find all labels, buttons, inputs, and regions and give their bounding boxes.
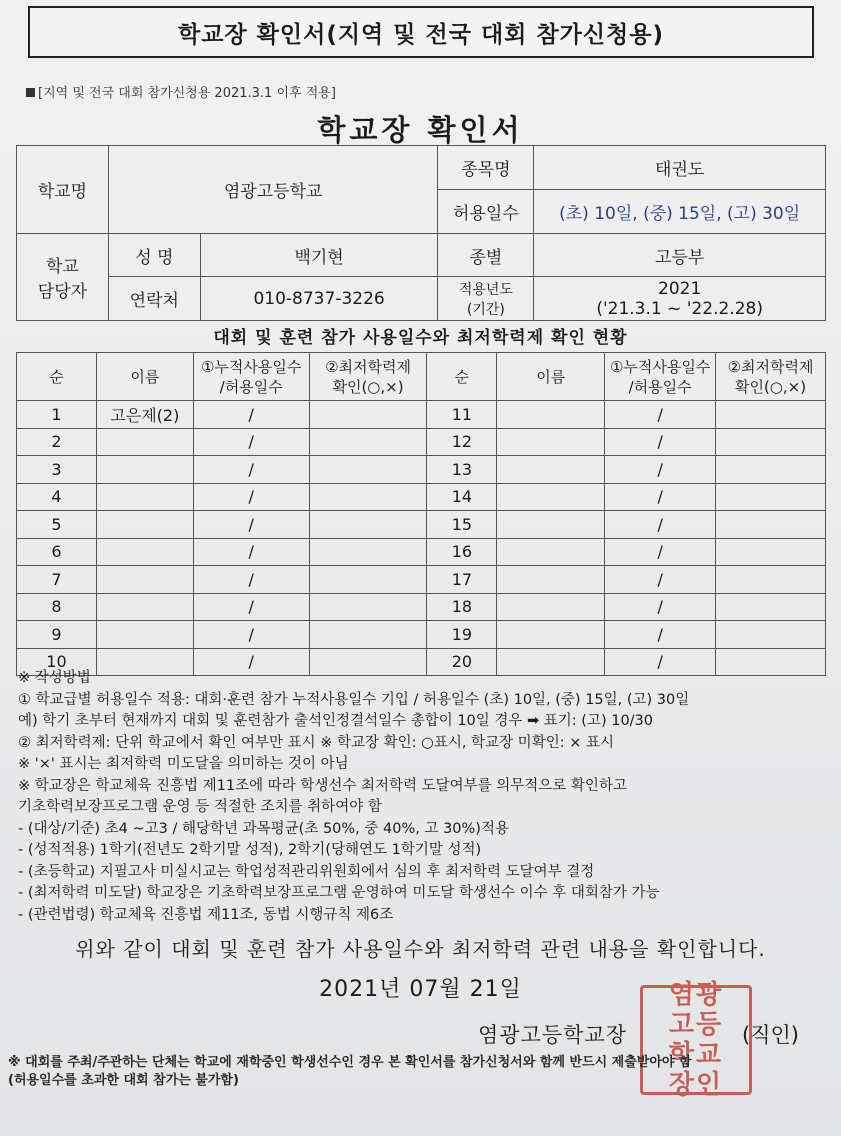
name-value: 백기현 xyxy=(200,234,438,277)
student-name xyxy=(497,456,605,484)
row-number: 12 xyxy=(427,428,497,456)
allowed-days-value: (초) 10일, (중) 15일, (고) 30일 xyxy=(534,190,826,234)
grade-check xyxy=(309,428,427,456)
grade-check xyxy=(309,483,427,511)
grade-check xyxy=(716,428,826,456)
days-used: / xyxy=(605,648,716,676)
grade-check xyxy=(716,538,826,566)
event-value: 태권도 xyxy=(534,146,826,190)
student-name xyxy=(497,593,605,621)
student-name xyxy=(96,566,193,594)
grade-check xyxy=(309,621,427,649)
student-name xyxy=(497,621,605,649)
header-grade: ②최저학력제 확인(○,×) xyxy=(716,353,826,401)
header-no: 순 xyxy=(427,353,497,401)
days-used: / xyxy=(193,621,309,649)
table-row xyxy=(17,428,826,456)
header-days: ①누적사용일수 /허용일수 xyxy=(605,353,716,401)
instruction-line: - (대상/기준) 초4 ~고3 / 해당학년 과목평균(초 50%, 중 40%, 고 30%)적용 xyxy=(18,820,509,837)
student-name xyxy=(96,621,193,649)
row-number: 15 xyxy=(427,511,497,539)
grade-check xyxy=(716,511,826,539)
grade-check xyxy=(716,401,826,429)
table-row xyxy=(17,566,826,594)
school-value: 염광고등학교 xyxy=(108,146,438,234)
instruction-line: ※ '×' 표시는 최저학력 미도달을 의미하는 것이 아님 xyxy=(18,756,349,772)
grade-check xyxy=(716,621,826,649)
instruction-line: ① 학교급별 허용일수 적용: 대회·훈련 참가 누적사용일수 기입 / 허용일수 (초) 10일, (중) 15일, (고) 30일 xyxy=(18,691,690,708)
row-number: 8 xyxy=(17,593,97,621)
instruction-line: 기초학력보장프로그램 운영 등 적절한 조치를 취하여야 함 xyxy=(18,799,382,815)
days-used: / xyxy=(193,538,309,566)
grade-check xyxy=(309,401,427,429)
instructions-heading: ※ 작성방법 xyxy=(18,670,91,686)
student-name xyxy=(497,483,605,511)
phone-label: 연락처 xyxy=(108,277,200,321)
days-used: / xyxy=(605,483,716,511)
instruction-line: 예) 학기 초부터 현재까지 대회 및 훈련참가 출석인정결석일수 총합이 10일 경우 ➡ 표기: (고) 10/30 xyxy=(18,713,654,729)
days-used: / xyxy=(193,566,309,594)
student-name xyxy=(497,538,605,566)
participation-table xyxy=(16,352,826,676)
square-bullet-icon xyxy=(26,88,35,97)
row-number: 13 xyxy=(427,456,497,484)
row-number: 18 xyxy=(427,593,497,621)
row-number: 20 xyxy=(427,648,497,676)
student-name xyxy=(96,456,193,484)
instruction-line: - (관련법령) 학교체육 진흥법 제11조, 동법 시행규칙 제6조 xyxy=(18,906,394,923)
days-used: / xyxy=(605,566,716,594)
row-number: 11 xyxy=(427,401,497,429)
days-used: / xyxy=(193,456,309,484)
event-label: 종목명 xyxy=(438,146,534,190)
contact-person-label: 학교 담당자 xyxy=(17,234,109,321)
division-label: 종별 xyxy=(438,234,534,277)
student-name xyxy=(96,428,193,456)
row-number: 7 xyxy=(17,566,97,594)
document-header-box xyxy=(28,6,814,58)
school-label: 학교명 xyxy=(17,146,109,234)
applicability-note: [지역 및 전국 대회 참가신청용 2021.3.1 이후 적용] xyxy=(26,82,336,101)
student-name xyxy=(497,566,605,594)
days-used: / xyxy=(605,428,716,456)
days-used: / xyxy=(193,511,309,539)
days-used: / xyxy=(193,401,309,429)
days-used: / xyxy=(193,593,309,621)
student-name xyxy=(96,593,193,621)
days-used: / xyxy=(193,428,309,456)
official-seal-icon: 염광고등학교장인 xyxy=(640,985,752,1095)
main-title: 학교장 확인서 xyxy=(317,113,524,147)
header-name: 이름 xyxy=(497,353,605,401)
student-name xyxy=(497,428,605,456)
grade-check xyxy=(716,483,826,511)
section-title: 대회 및 훈련 참가 사용일수와 최저학력제 확인 현황 xyxy=(213,328,628,348)
instructions xyxy=(18,668,828,926)
row-number: 9 xyxy=(17,621,97,649)
table-row xyxy=(17,456,826,484)
grade-check xyxy=(716,456,826,484)
row-number: 4 xyxy=(17,483,97,511)
table-row xyxy=(17,401,826,429)
row-number: 6 xyxy=(17,538,97,566)
days-used: / xyxy=(605,621,716,649)
instruction-line: - (최저학력 미도달) 학교장은 기초학력보장프로그램 운영하여 미도달 학생선수 이수 후 대회참가 가능 xyxy=(18,885,660,901)
header-grade: ②최저학력제 확인(○,×) xyxy=(309,353,427,401)
days-used: / xyxy=(605,538,716,566)
header-name: 이름 xyxy=(96,353,193,401)
student-name xyxy=(497,511,605,539)
table-row xyxy=(17,511,826,539)
issue-date: 2021년 07월 21일 xyxy=(319,977,522,1002)
student-name: 고은제(2) xyxy=(96,401,193,429)
row-number: 1 xyxy=(17,401,97,429)
row-number: 17 xyxy=(427,566,497,594)
confirmation-statement: 위와 같이 대회 및 훈련 참가 사용일수와 최저학력 관련 내용을 확인합니다. xyxy=(75,937,766,961)
days-used: / xyxy=(193,648,309,676)
seal-label: (직인) xyxy=(742,1023,799,1047)
footnote: ※ 대회를 주최/주관하는 단체는 학교에 재학중인 학생선수인 경우 본 확인서를 참가신청서와 함께 반드시 제출받아야 함 (허용일수를 초과한 대회 참가는 불가함) xyxy=(8,1055,692,1088)
school-info-table xyxy=(16,145,826,321)
row-number: 5 xyxy=(17,511,97,539)
days-used: / xyxy=(605,401,716,429)
grade-check xyxy=(309,593,427,621)
document-header-title: 학교장 확인서(지역 및 전국 대회 참가신청용) xyxy=(178,21,664,48)
student-name xyxy=(96,538,193,566)
instruction-line: ※ 학교장은 학교체육 진흥법 제11조에 따라 학생선수 최저학력 도달여부를 의무적으로 확인하고 xyxy=(18,777,627,794)
instruction-line: ② 최저학력제: 단위 학교에서 확인 여부만 표시 ※ 학교장 확인: ○표시, 학교장 미확인: × 표시 xyxy=(18,734,614,751)
allowed-days-label: 허용일수 xyxy=(438,190,534,234)
student-name xyxy=(497,401,605,429)
days-used: / xyxy=(605,511,716,539)
grade-check xyxy=(716,566,826,594)
phone-value: 010-8737-3226 xyxy=(200,277,438,321)
period-label: 적용년도 (기간) xyxy=(438,277,534,321)
days-used: / xyxy=(193,483,309,511)
grade-check xyxy=(716,593,826,621)
row-number: 2 xyxy=(17,428,97,456)
instruction-line: - (성적적용) 1학기(전년도 2학기말 성적), 2학기(당해연도 1학기말 성적) xyxy=(18,842,482,858)
division-value: 고등부 xyxy=(534,234,826,277)
student-name xyxy=(96,511,193,539)
days-used: / xyxy=(605,593,716,621)
table-row xyxy=(17,593,826,621)
row-number: 19 xyxy=(427,621,497,649)
row-number: 16 xyxy=(427,538,497,566)
header-no: 순 xyxy=(17,353,97,401)
period-value: 2021 ('21.3.1 ~ '22.2.28) xyxy=(534,277,826,321)
grade-check xyxy=(309,511,427,539)
grade-check xyxy=(309,538,427,566)
name-label: 성 명 xyxy=(108,234,200,277)
days-used: / xyxy=(605,456,716,484)
row-number: 14 xyxy=(427,483,497,511)
principal-name: 염광고등학교장 xyxy=(478,1023,628,1047)
table-row xyxy=(17,483,826,511)
row-number: 3 xyxy=(17,456,97,484)
student-name xyxy=(96,483,193,511)
row-number: 10 xyxy=(17,648,97,676)
table-row xyxy=(17,621,826,649)
header-days: ①누적사용일수 /허용일수 xyxy=(193,353,309,401)
grade-check xyxy=(309,456,427,484)
table-row xyxy=(17,538,826,566)
grade-check xyxy=(309,566,427,594)
instruction-line: - (초등학교) 지필고사 미실시교는 학업성적관리위원회에서 심의 후 최저학력 도달여부 결정 xyxy=(18,863,595,880)
